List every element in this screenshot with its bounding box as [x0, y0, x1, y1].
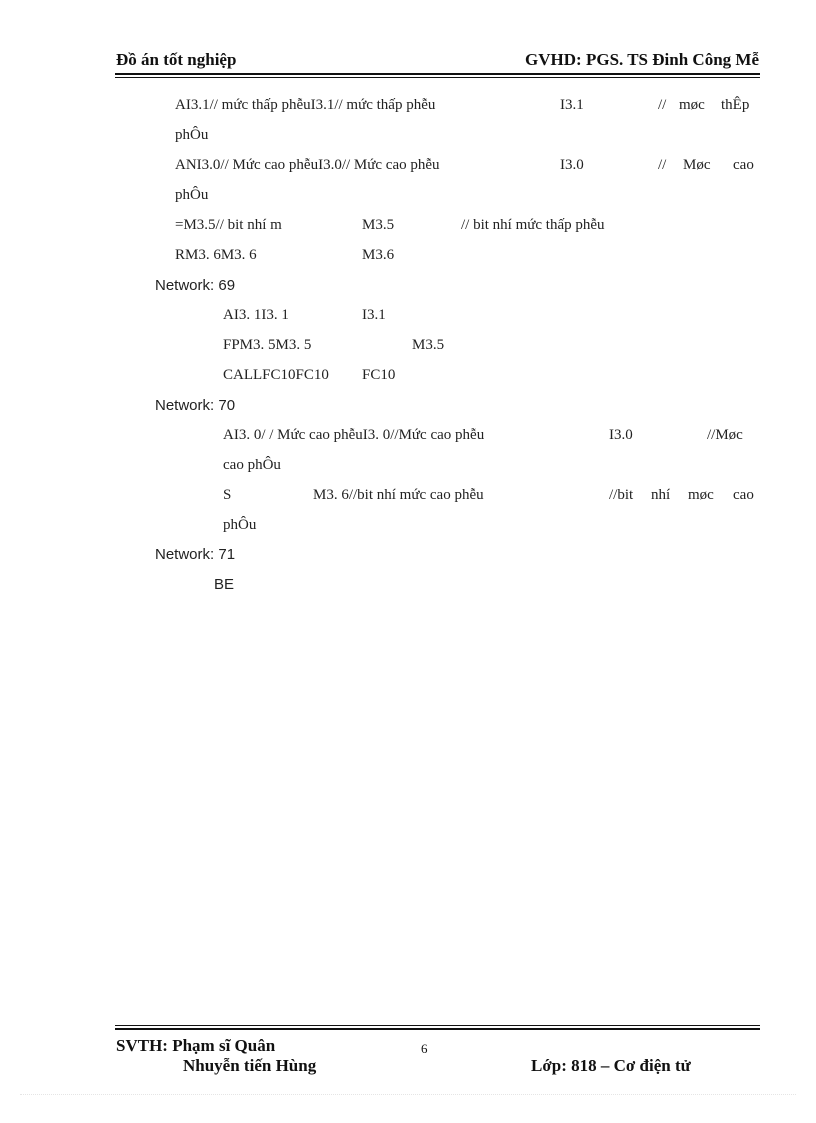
- code-line-14-comment-word: cao: [733, 487, 754, 503]
- code-line-14-operand: M3. 6//bit nhí mức cao phễu: [313, 487, 484, 503]
- code-line-3-comment-word: cao: [733, 157, 754, 173]
- network-heading: Network: 71: [155, 546, 236, 563]
- code-line-9-operand: M3.5: [412, 337, 445, 353]
- code-line-8: AI3. 1I3. 1: [223, 307, 289, 323]
- code-line-5-comment: // bit nhí mức thấp phễu: [461, 217, 605, 233]
- code-line-5-operand: M3.5: [362, 217, 395, 233]
- code-line-1-operand: I3.1: [560, 97, 584, 113]
- code-line-12-operand: I3.0: [609, 427, 633, 443]
- code-line-14-comment-word: møc: [688, 487, 714, 503]
- code-line-6: RM3. 6M3. 6: [175, 247, 257, 263]
- code-line-2: phÔu: [175, 127, 209, 143]
- footer-class: Lớp: 818 – Cơ điện tử: [531, 1056, 691, 1075]
- code-line-4: phÔu: [175, 187, 209, 203]
- code-line-10: CALLFC10FC10: [223, 367, 329, 383]
- code-line-8-operand: I3.1: [362, 307, 386, 323]
- code-line-be: BE: [214, 576, 235, 593]
- network-heading: Network: 69: [155, 277, 236, 294]
- footer-name-2: Nhuyễn tiến Hùng: [183, 1056, 317, 1075]
- header-rule-thick: [115, 73, 760, 75]
- code-line-14-comment-word: //bit: [609, 487, 634, 503]
- code-line-9: FPM3. 5M3. 5: [223, 337, 312, 353]
- footer-rule-thick: [115, 1028, 760, 1030]
- code-line-10-operand: FC10: [362, 367, 396, 383]
- code-line-12-comment: //Møc: [707, 427, 743, 443]
- header-rule-thin: [115, 77, 760, 78]
- code-line-3-operand: I3.0: [560, 157, 584, 173]
- code-line-3-comment-word: Møc: [683, 157, 711, 173]
- code-line-14: S: [223, 487, 232, 503]
- code-line-1-comment-word: møc: [679, 97, 705, 113]
- bottom-dotted-border: [20, 1094, 796, 1095]
- header-left: Đồ án tốt nghiệp: [116, 50, 237, 69]
- header-right: GVHD: PGS. TS Đinh Công Mễ: [525, 50, 759, 69]
- code-line-13: cao phÔu: [223, 457, 281, 473]
- code-line-15: phÔu: [223, 517, 257, 533]
- code-line-14-comment-word: nhí: [651, 487, 671, 503]
- code-line-3-comment-mark: //: [658, 157, 667, 173]
- code-line-1: AI3.1// mức thấp phễuI3.1// mức thấp phễu: [175, 97, 436, 113]
- footer-rule-thin: [115, 1025, 760, 1026]
- network-heading: Network: 70: [155, 397, 236, 414]
- code-line-12: AI3. 0/ / Mức cao phễuI3. 0//Mức cao phễu: [223, 427, 485, 443]
- code-line-3: ANI3.0// Mức cao phễuI3.0// Mức cao phễu: [175, 157, 440, 173]
- page-number: 6: [421, 1041, 428, 1056]
- footer-svth: SVTH: Phạm sĩ Quân: [116, 1036, 276, 1055]
- code-line-1-comment-mark: //: [658, 97, 667, 113]
- code-line-1-comment-word: thÊp: [721, 97, 750, 113]
- code-line-6-operand: M3.6: [362, 247, 395, 263]
- code-line-5: =M3.5// bit nhí m: [175, 217, 282, 233]
